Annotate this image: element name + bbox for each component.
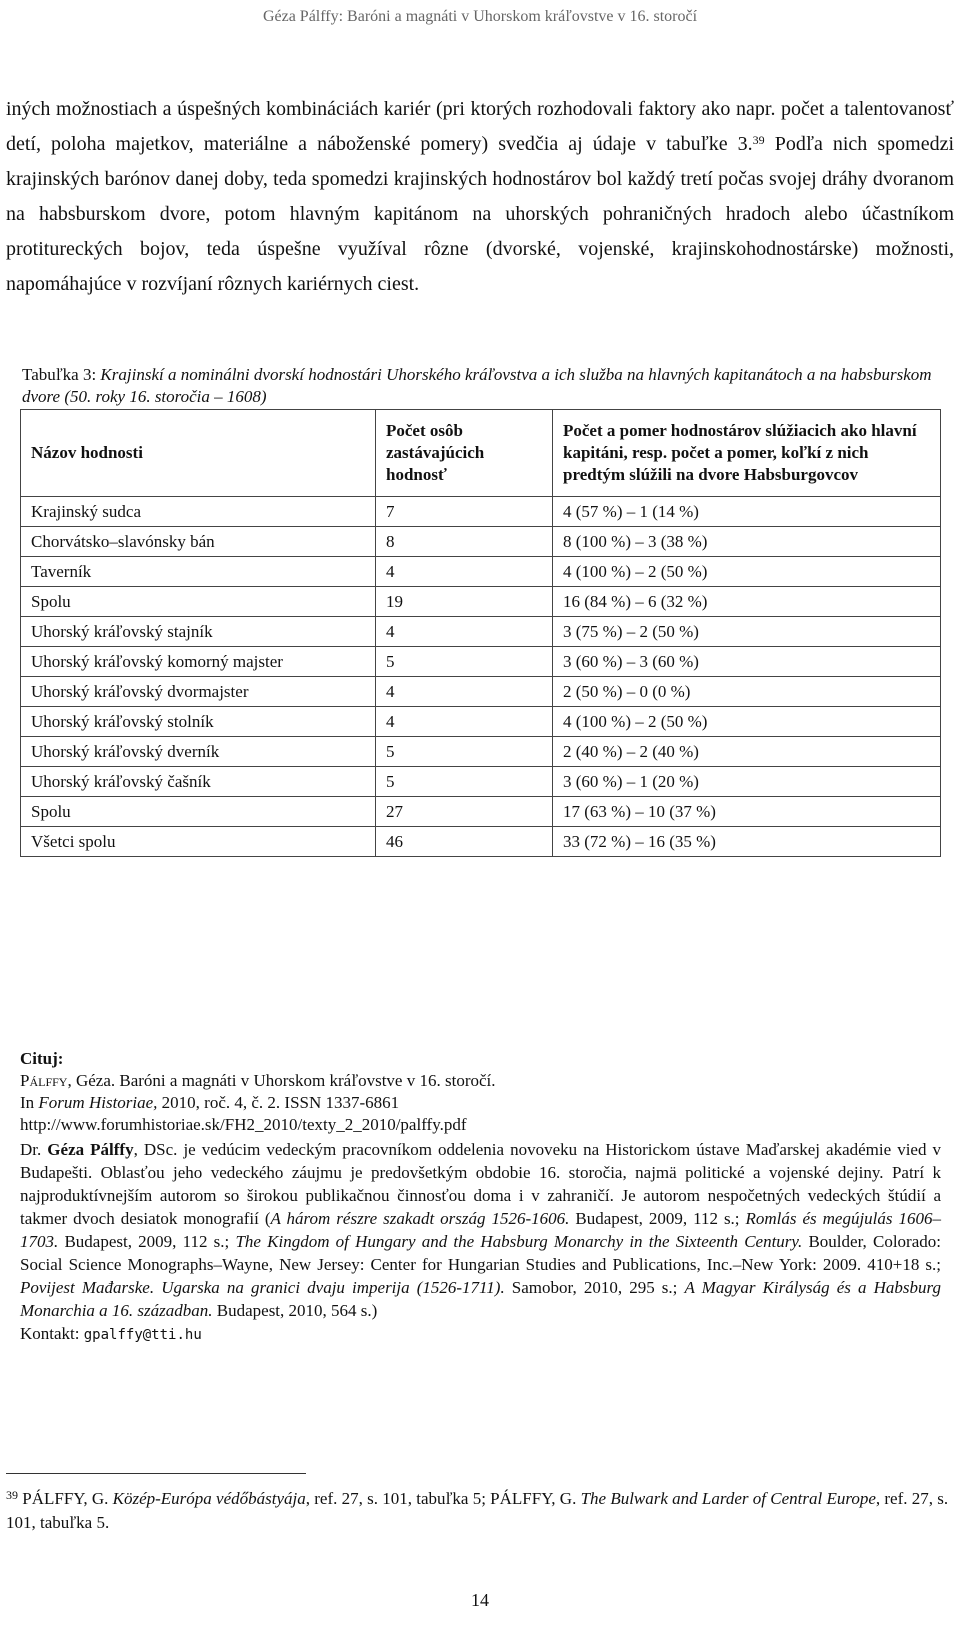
cell-rank-name: Uhorský kráľovský komorný majster bbox=[21, 647, 376, 677]
table-row bbox=[21, 557, 941, 587]
cell-captains-ratio: 16 (84 %) – 6 (32 %) bbox=[553, 587, 941, 617]
table-row bbox=[21, 797, 941, 827]
contact-label: Kontakt: bbox=[20, 1324, 84, 1343]
footnote-ref[interactable]: 39 bbox=[752, 133, 765, 147]
citation-author: Pálffy bbox=[20, 1071, 68, 1090]
cell-persons-count: 4 bbox=[376, 677, 553, 707]
cell-captains-ratio: 3 (60 %) – 1 (20 %) bbox=[553, 767, 941, 797]
cell-rank-name: Spolu bbox=[21, 587, 376, 617]
cell-persons-count: 19 bbox=[376, 587, 553, 617]
table-row bbox=[21, 527, 941, 557]
cell-captains-ratio: 8 (100 %) – 3 (38 %) bbox=[553, 527, 941, 557]
paragraph-text-end: Podľa nich spomedzi krajinských barónov danej doby, teda spomedzi krajinských hodnostárov bol každý tretí počas svojej dráhy dvoranom na habsburskom dvore, potom hlavným kapitánom na uhorských pohraničných hradoch alebo účastníkom protitureckých bojov, teda úspešne využíval rôzne (dvorské, vojenské, krajinskohodnostárske) možnosti, napomáhajúce v rozvíjaní rôznych kariérnych ciest. bbox=[6, 133, 955, 295]
bio-text: Budapest, 2009, 112 s.; bbox=[569, 1209, 746, 1228]
cell-captains-ratio: 2 (40 %) – 2 (40 %) bbox=[553, 737, 941, 767]
cell-captains-ratio: 17 (63 %) – 10 (37 %) bbox=[553, 797, 941, 827]
citation-issue: 2010, roč. 4, č. 2. ISSN 1337-6861 bbox=[157, 1093, 400, 1112]
cell-persons-count: 4 bbox=[376, 707, 553, 737]
bio-book-title: Romlás és megújulás 1606–1703. bbox=[20, 1209, 941, 1251]
running-header: Géza Pálffy: Baróni a magnáti v Uhorskom kráľovstve v 16. storočí bbox=[262, 8, 698, 25]
footnote-title: Közép-Európa védőbástyája bbox=[112, 1489, 306, 1508]
header-persons-count: Počet osôb zastávajúcich hodnosť bbox=[376, 410, 553, 497]
table-row bbox=[21, 707, 941, 737]
cell-rank-name: Uhorský kráľovský dverník bbox=[21, 737, 376, 767]
cell-persons-count: 5 bbox=[376, 767, 553, 797]
table-body bbox=[21, 497, 941, 857]
cell-captains-ratio: 4 (57 %) – 1 (14 %) bbox=[553, 497, 941, 527]
bio-book-title: Povijest Mađarske. Ugarska na granici dvaju imperija (1526-1711). bbox=[20, 1278, 505, 1297]
cell-persons-count: 8 bbox=[376, 527, 553, 557]
table-row bbox=[21, 827, 941, 857]
cell-persons-count: 7 bbox=[376, 497, 553, 527]
footnote bbox=[6, 1487, 954, 1535]
cell-rank-name: Krajinský sudca bbox=[21, 497, 376, 527]
cell-persons-count: 4 bbox=[376, 557, 553, 587]
bio-text: Budapest, 2009, 112 s.; bbox=[58, 1232, 236, 1251]
footnote-title: The Bulwark and Larder of Central Europe bbox=[580, 1489, 876, 1508]
cell-rank-name: Uhorský kráľovský dvormajster bbox=[21, 677, 376, 707]
page-number: 14 bbox=[471, 1590, 489, 1610]
cell-persons-count: 27 bbox=[376, 797, 553, 827]
table-header-row bbox=[21, 410, 941, 497]
bio-book-title: The Kingdom of Hungary and the Habsburg Monarchy in the Sixteenth Century. bbox=[235, 1232, 803, 1251]
footnote-text: PÁLFFY, G. bbox=[18, 1489, 113, 1508]
bio-prefix: Dr. bbox=[20, 1140, 48, 1159]
footnote-number: 39 bbox=[6, 1488, 18, 1502]
table-row bbox=[21, 647, 941, 677]
table-row bbox=[21, 497, 941, 527]
body-paragraph bbox=[6, 92, 954, 302]
contact-email[interactable]: gpalffy@tti.hu bbox=[83, 1327, 202, 1343]
citation-journal: Forum Historiae, bbox=[38, 1093, 158, 1112]
cell-persons-count: 4 bbox=[376, 617, 553, 647]
cell-persons-count: 5 bbox=[376, 737, 553, 767]
citation-heading: Cituj: bbox=[20, 1049, 64, 1068]
header-rank-name: Názov hodnosti bbox=[21, 410, 376, 497]
table-row bbox=[21, 617, 941, 647]
table-caption-label: Tabuľka 3: bbox=[22, 365, 101, 384]
cell-rank-name: Spolu bbox=[21, 797, 376, 827]
cell-rank-name: Chorvátsko–slavónsky bán bbox=[21, 527, 376, 557]
cell-rank-name: Taverník bbox=[21, 557, 376, 587]
bio-text: Boulder, Colorado: Social Science Monographs–Wayne, New Jersey: Center for Hungarian Studies and Publications, Inc.–New York: 2009. 410+18 s.; bbox=[20, 1232, 941, 1274]
bio-book-title: A Magyar Királyság és a Habsburg Monarchia a 16. században. bbox=[20, 1278, 941, 1320]
footnote-separator bbox=[6, 1473, 306, 1474]
cell-captains-ratio: 4 (100 %) – 2 (50 %) bbox=[553, 557, 941, 587]
author-bio bbox=[20, 1138, 941, 1347]
bio-text: Samobor, 2010, 295 s.; bbox=[504, 1278, 685, 1297]
bio-book-title: A három részre szakadt ország 1526-1606. bbox=[270, 1209, 570, 1228]
citation-title: , Géza. Baróni a magnáti v Uhorskom kráľovstve v 16. storočí. bbox=[67, 1071, 496, 1090]
citation-url[interactable]: http://www.forumhistoriae.sk/FH2_2010/texty_2_2010/palffy.pdf bbox=[20, 1115, 467, 1134]
cell-captains-ratio: 3 (60 %) – 3 (60 %) bbox=[553, 647, 941, 677]
footnote-text: , ref. 27, s. 101, tabuľka 5. bbox=[6, 1489, 949, 1532]
table-row bbox=[21, 737, 941, 767]
table-caption bbox=[22, 364, 932, 408]
cell-persons-count: 5 bbox=[376, 647, 553, 677]
table-row bbox=[21, 677, 941, 707]
citation-in: In bbox=[20, 1093, 39, 1112]
table-caption-text: Krajinskí a nominálni dvorskí hodnostári Uhorského kráľovstva a ich služba na hlavných kapitanátoch a na habsburskom dvore (50. roky 16. storočia – 1608) bbox=[22, 365, 932, 406]
rank-table bbox=[20, 409, 941, 857]
bio-text: Budapest, 2010, 564 s.) bbox=[212, 1301, 378, 1320]
paragraph-text-start: iných možnostiach a úspešných kombináciách kariér (pri ktorých rozhodovali faktory ako napr. počet a talentovanosť detí, poloha majetkov, materiálne a náboženské pomery) svedčia aj údaje v tabuľke 3. bbox=[6, 98, 954, 155]
table-row bbox=[21, 767, 941, 797]
cell-rank-name: Uhorský kráľovský čašník bbox=[21, 767, 376, 797]
cell-persons-count: 46 bbox=[376, 827, 553, 857]
footnote-text: , ref. 27, s. 101, tabuľka 5; PÁLFFY, G. bbox=[305, 1489, 581, 1508]
bio-text: , DSc. je vedúcim vedeckým pracovníkom oddelenia novoveku na Historickom ústave Maďarskej akadémie vied v Budapešti. Oblasťou jeho vedeckého záujmu je predovšetkým obdobie 16. storočia, najmä politické a vojenské dejiny. Patrí k najproduktívnejším autorom so širokou publikačnou činnosťou doma i v zahraničí. Je autorom nespočetných vedeckých štúdií a takmer dvoch desiatok monografií ( bbox=[20, 1140, 942, 1228]
header-captains-ratio: Počet a pomer hodnostárov slúžiacich ako hlavní kapitáni, resp. počet a pomer, koľkí z nich predtým slúžili na dvore Habsburgovcov bbox=[553, 410, 941, 497]
cell-captains-ratio: 2 (50 %) – 0 (0 %) bbox=[553, 677, 941, 707]
citation-block bbox=[20, 1048, 940, 1136]
cell-rank-name: Uhorský kráľovský stajník bbox=[21, 617, 376, 647]
table-row bbox=[21, 587, 941, 617]
cell-captains-ratio: 33 (72 %) – 16 (35 %) bbox=[553, 827, 941, 857]
cell-rank-name: Uhorský kráľovský stolník bbox=[21, 707, 376, 737]
cell-captains-ratio: 4 (100 %) – 2 (50 %) bbox=[553, 707, 941, 737]
cell-rank-name: Všetci spolu bbox=[21, 827, 376, 857]
cell-captains-ratio: 3 (75 %) – 2 (50 %) bbox=[553, 617, 941, 647]
bio-author-name: Géza Pálffy bbox=[47, 1140, 134, 1159]
